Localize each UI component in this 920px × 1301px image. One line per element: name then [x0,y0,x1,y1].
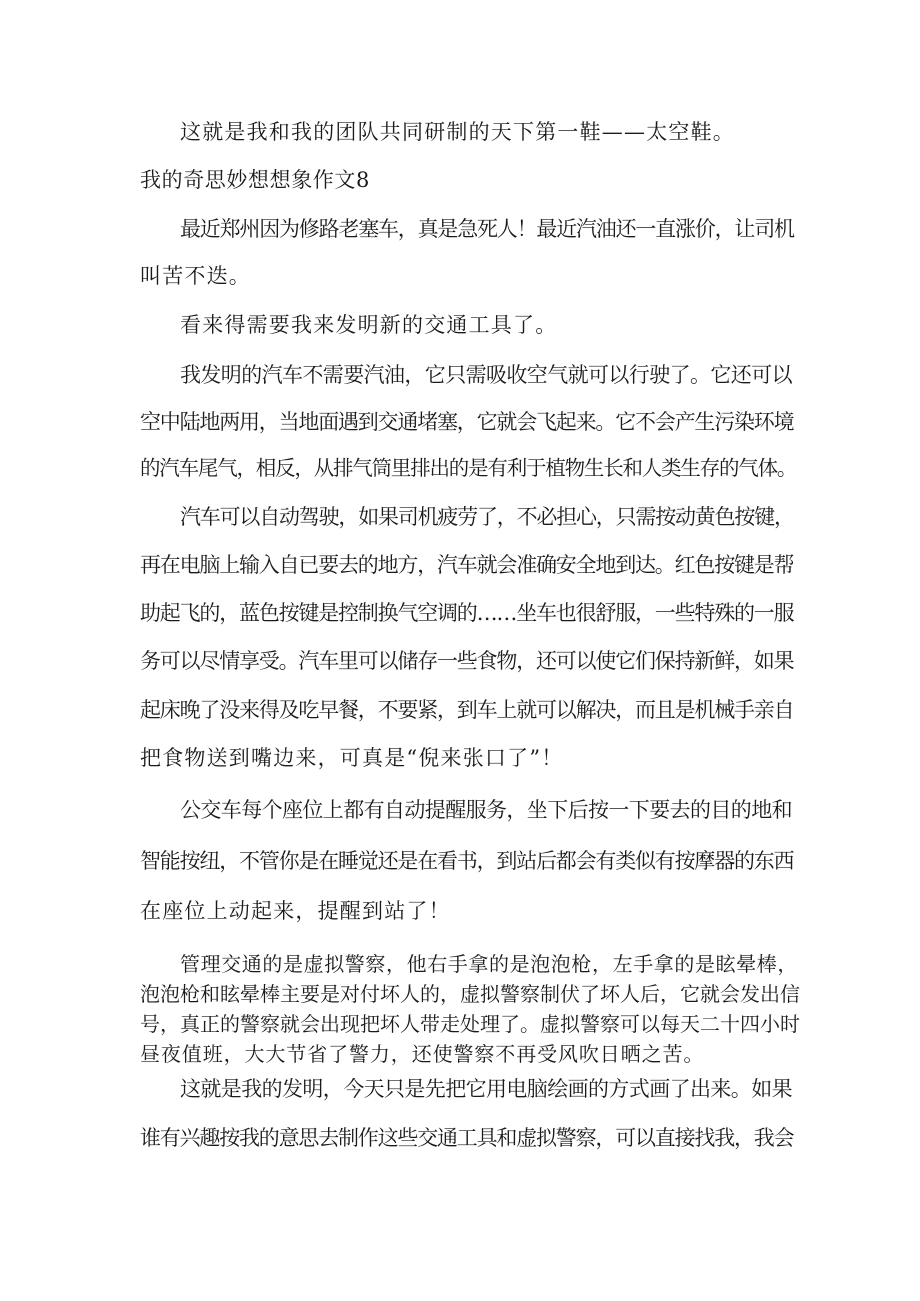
paragraph-line: 公交车每个座位上都有自动提醒服务，坐下后按一下要去的目的地和 [180,798,792,822]
paragraph-line: 这就是我和我的团队共同研制的天下第一鞋——太空鞋。 [180,120,735,144]
paragraph-line: 我发明的汽车不需要汽油，它只需吸收空气就可以行驶了。它还可以 [180,363,792,387]
paragraph-line: 空中陆地两用，当地面遇到交通堵塞，它就会飞起来。它不会产生污染环境 [140,410,794,434]
paragraph-line: 号，真正的警察就会出现把坏人带走处理了。虚拟警察可以每天二十四小时 [140,1012,800,1036]
paragraph-line: 最近郑州因为修路老塞车，真是急死人！最近汽油还一直涨价，让司机 [180,217,794,241]
paragraph-line: 汽车可以自动驾驶，如果司机疲劳了，不必担心，只需按动黄色按键， [180,505,794,529]
paragraph-line: 起床晚了没来得及吃早餐，不要紧，到车上就可以解决，而且是机械手亲自 [140,698,794,722]
paragraph-line: 把食物送到嘴边来，可真是“倪来张口了”！ [140,746,564,770]
section-heading: 我的奇思妙想想象作文8 [140,168,370,192]
paragraph-line: 这就是我的发明，今天只是先把它用电脑绘画的方式画了出来。如果 [180,1077,792,1101]
paragraph-line: 看来得需要我来发明新的交通工具了。 [180,313,558,337]
paragraph-line: 助起飞的，蓝色按键是控制换气空调的……坐车也很舒服，一些特殊的一服 [140,601,794,625]
paragraph-line: 务可以尽情享受。汽车里可以储存一些食物，还可以使它们保持新鲜，如果 [140,649,794,673]
paragraph-line: 的汽车尾气，相反，从排气筒里排出的是有利于植物生长和人类生存的气体。 [140,456,797,480]
paragraph-line: 在座位上动起来，提醒到站了！ [140,899,451,923]
paragraph-line: 智能按纽，不管你是在睡觉还是在看书，到站后都会有类似有按摩器的东西 [140,849,794,873]
paragraph-line: 叫苦不迭。 [140,264,251,288]
paragraph-line: 管理交通的是虚拟警察，他右手拿的是泡泡枪，左手拿的是眩晕棒， [180,952,798,976]
paragraph-line: 再在电脑上输入自已要去的地方，汽车就会准确安全地到达。红色按键是帮 [140,553,794,577]
paragraph-line: 泡泡枪和眩晕棒主要是对付坏人的，虚拟警察制伏了坏人后，它就会发出信 [140,982,800,1006]
paragraph-line: 昼夜值班，大大节省了警力，还使警察不再受风吹日晒之苦。 [140,1042,705,1066]
paragraph-line: 谁有兴趣按我的意思去制作这些交通工具和虚拟警察，可以直接找我，我会 [140,1126,794,1150]
